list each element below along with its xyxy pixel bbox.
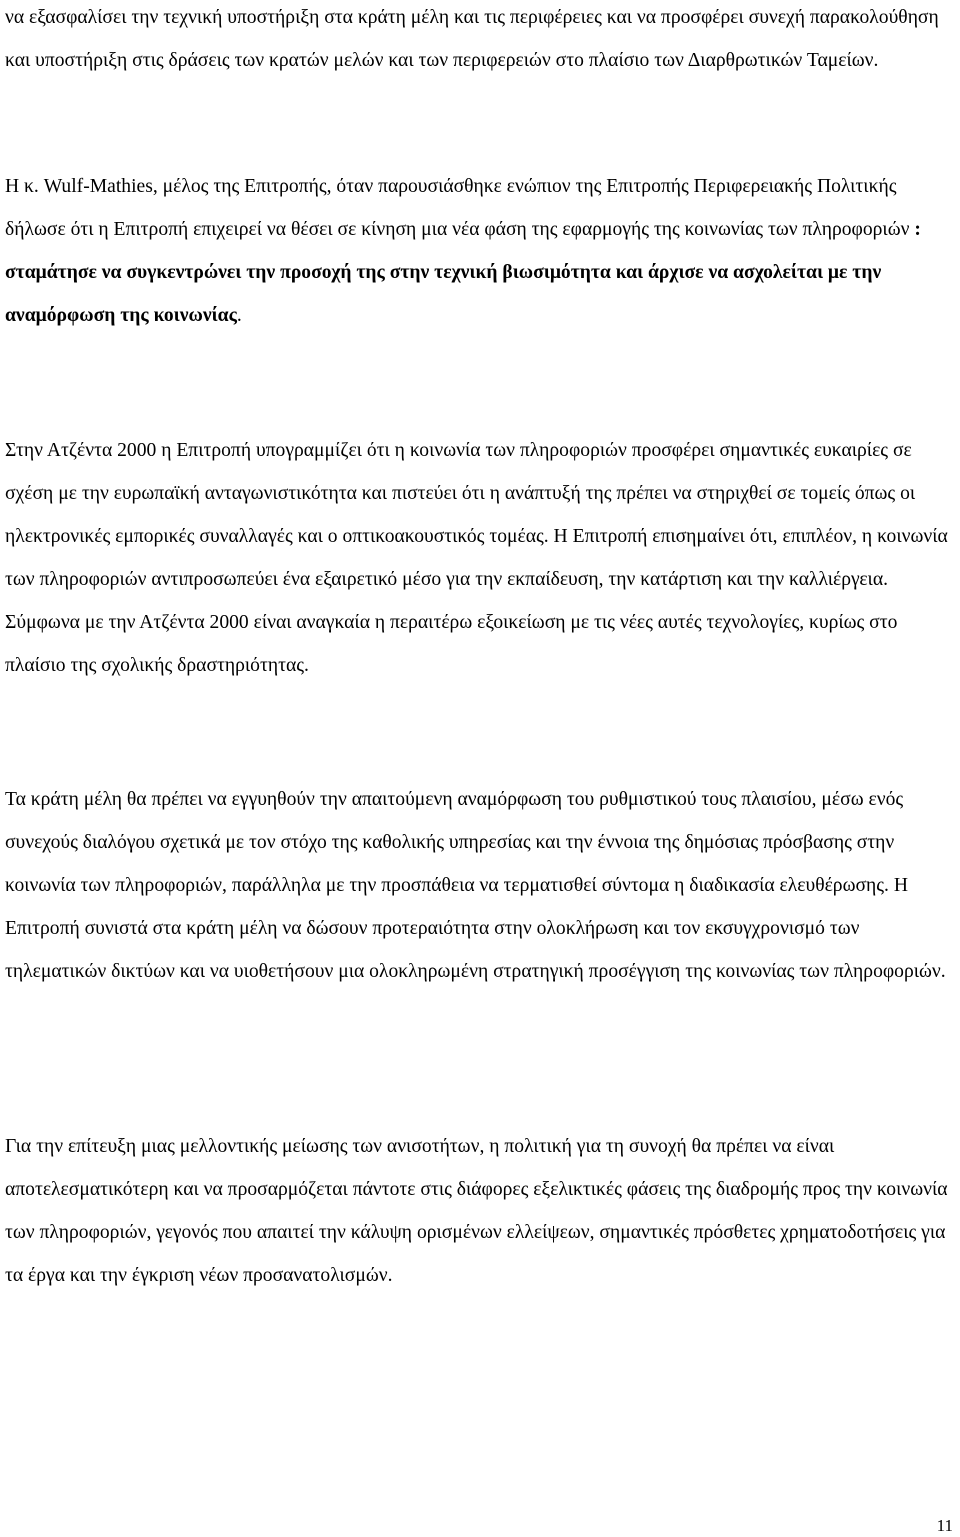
paragraph-technical-support: να εξασφαλίσει την τεχνική υποστήριξη στα κράτη μέλη και τις περιφέρειες και να προσφέρει συνεχή παρακολούθηση και υποστήριξη στις δράσεις των κρατών μελών και των περιφερειών στο πλαίσιο των Διαρθρωτικών Ταμείων.	[5, 7, 939, 72]
paragraph-agenda-2000: Στην Ατζέντα 2000 η Επιτροπή υπογραμμίζει ότι η κοινωνία των πληροφοριών προσφέρει σημαντικές ευκαιρίες σε σχέση με την ευρωπαϊκή ανταγωνιστικότητα και πιστεύει ότι η ανάπτυξή της πρέπει να στηριχθεί σε τομείς όπως οι ηλεκτρονικές εμπορικές συναλλαγές και ο οπτικοακουστικός τομέας. Η Επιτροπή επισημαίνει ότι, επιπλέον, η κοινωνία των πληροφοριών αντιπροσωπεύει ένα εξαιρετικό μέσο για την εκπαίδευση, την κατάρτιση και την καλλιέργεια. Σύμφωνα με την Ατζέντα 2000 είναι αναγκαία η περαιτέρω εξοικείωση με τις νέες αυτές τεχνολογίες, κυρίως στο πλαίσιο της σχολικής δραστηριότητας.	[5, 440, 948, 677]
page-number: 11	[936, 1516, 953, 1535]
paragraph-wulf-mathies-text: Η κ. Wulf-Mathies, μέλος της Επιτροπής, όταν παρουσιάσθηκε ενώπιον της Επιτροπής Περιφερειακής Πολιτικής δήλωσε ότι η Επιτροπή επιχειρεί να θέσει σε κίνηση μια νέα φάση της εφαρμογής της κοινωνίας των πληροφοριών	[5, 176, 910, 241]
paragraph-cohesion-policy: Για την επίτευξη μιας μελλοντικής μείωσης των ανισοτήτων, η πολιτική για τη συνοχή θα πρέπει να είναι αποτελεσματικότερη και να προσαρμόζεται πάντοτε στις διάφορες εξελικτικές φάσεις της διαδρομής προς την κοινωνία των πληροφοριών, γεγονός που απαιτεί την κάλυψη ορισμένων ελλείψεων, σημαντικές πρόσθετες χρηματοδοτήσεις για τα έργα και την έγκριση νέων προσανατολισμών.	[5, 1136, 948, 1287]
paragraph-wulf-mathies-end: .	[236, 305, 242, 327]
paragraph-wulf-mathies	[5, 165, 955, 337]
paragraph-wulf-mathies-bold: : σταμάτησε να συγκεντρώνει την προσοχή της στην τεχνική βιωσιμότητα και άρχισε να ασχολείται με την αναμόρφωση της κοινωνίας	[5, 219, 921, 327]
paragraph-member-states: Τα κράτη μέλη θα πρέπει να εγγυηθούν την απαιτούμενη αναμόρφωση του ρυθμιστικού τους πλαισίου, μέσω ενός συνεχούς διαλόγου σχετικά με τον στόχο της καθολικής υπηρεσίας και την έννοια της δημόσιας πρόσβασης στην κοινωνία των πληροφοριών, παράλληλα με την προσπάθεια να τερματισθεί σύντομα η διαδικασία ελευθέρωσης. Η Επιτροπή συνιστά στα κράτη μέλη να δώσουν προτεραιότητα στην ολοκλήρωση και τον εκσυγχρονισμό των τηλεματικών δικτύων και να υιοθετήσουν μια ολοκληρωμένη στρατηγική προσέγγιση της κοινωνίας των πληροφοριών.	[5, 789, 946, 983]
